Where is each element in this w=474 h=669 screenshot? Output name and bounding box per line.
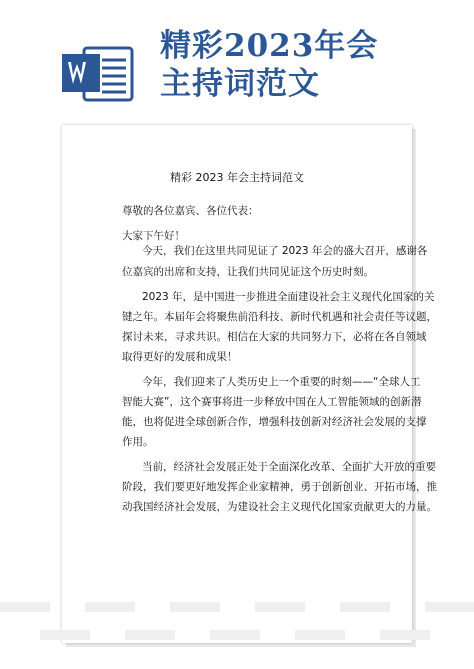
paragraph-line: 动我国经济社会发展，为建设社会主义现代化国家贡献更大的力量。 — [122, 501, 437, 513]
watermark-tile — [40, 630, 90, 640]
paragraph-line: 智能大赛”，这个赛事将进一步释放中国在人工智能领域的创新潜 — [122, 396, 422, 408]
watermark-strip — [0, 630, 474, 642]
watermark-tile — [210, 630, 260, 640]
watermark-tile — [170, 602, 220, 612]
greeting-line: 大家下午好！ — [122, 230, 185, 242]
watermark-strip — [0, 602, 474, 614]
paragraph-line: 作用。 — [122, 436, 154, 448]
paragraph-line: 阶段，我们要更好地发挥企业家精神，勇于创新创业、开拓市场，推 — [122, 481, 437, 493]
watermark-tile — [85, 602, 135, 612]
banner-title-line-1: 精彩2023年会 — [160, 28, 379, 64]
paragraph-line: 2023 年，是中国进一步推进全面建设社会主义现代化国家的关 — [142, 291, 435, 303]
paragraph-line: 键之年。本届年会将聚焦前沿科技、新时代机遇和社会责任等议题， — [122, 311, 437, 323]
paragraph-line: 今天，我们在这里共同见证了 2023 年会的盛大召开，感谢各 — [142, 245, 428, 257]
document-page — [62, 125, 437, 643]
watermark-tile — [125, 630, 175, 640]
banner-title-line-2: 主持词范文 — [160, 66, 320, 102]
paragraph-line: 位嘉宾的出席和支持，让我们共同见证这个历史时刻。 — [122, 266, 374, 278]
document-title: 精彩 2023 年会主持词范文 — [170, 171, 304, 184]
salutation-line: 尊敬的各位嘉宾、各位代表： — [122, 205, 259, 217]
header-banner — [0, 0, 474, 140]
paragraph-line: 探讨未来，寻求共识。相信在大家的共同努力下，必将在各自领域 — [122, 331, 427, 343]
watermark-tile — [425, 602, 474, 612]
watermark-tile — [295, 630, 345, 640]
watermark-tile — [255, 602, 305, 612]
watermark-tile — [0, 602, 50, 612]
watermark-tile — [340, 602, 390, 612]
paragraph-line: 能，也将促进全球创新合作，增强科技创新对经济社会发展的支撑 — [122, 416, 427, 428]
word-document-icon — [62, 42, 134, 104]
paragraph-line: 当前，经济社会发展正处于全面深化改革、全面扩大开放的重要 — [142, 461, 436, 473]
paragraph-line: 取得更好的发展和成果！ — [122, 351, 238, 363]
paragraph-line: 今年，我们迎来了人类历史上一个重要的时刻——“全球人工 — [142, 376, 421, 388]
watermark-tile — [380, 630, 430, 640]
